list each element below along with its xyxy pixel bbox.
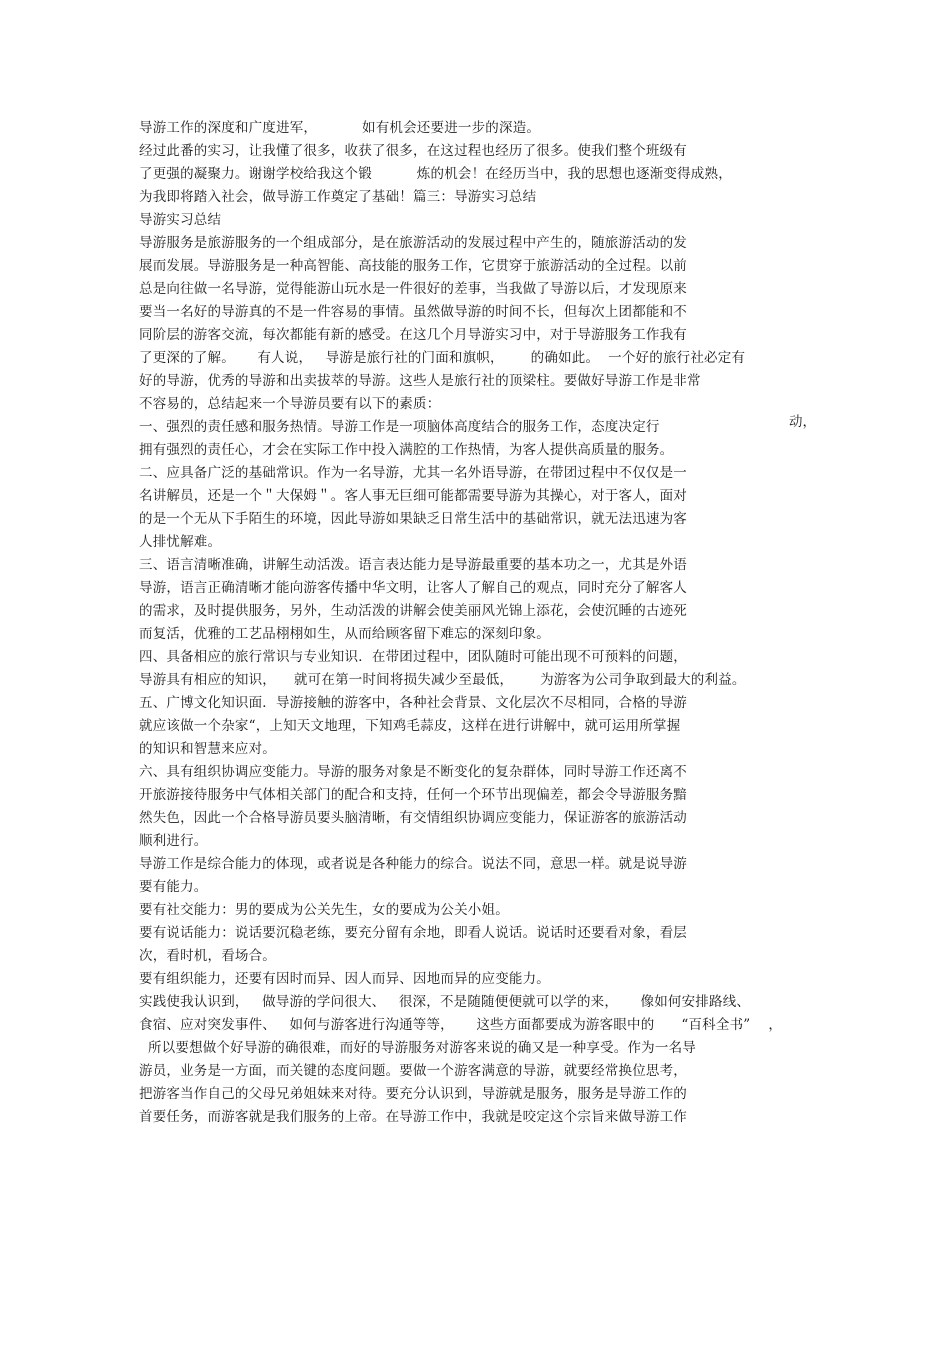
text-line: 的是一个无从下手陌生的环境，因此导游如果缺乏日常生活中的基础常识，就无法迅速为客	[139, 511, 687, 527]
text-line: 首要任务，而游客就是我们服务的上帝。在导游工作中，我就是咬定这个宗旨来做导游工作	[139, 1109, 687, 1125]
text-line: 好的导游，优秀的导游和出卖拔萃的导游。这些人是旅行社的顶梁柱。要做好导游工作是非常	[139, 373, 701, 389]
text-line: 要当一名好的导游真的不是一件容易的事情。虽然做导游的时间不长，但每次上团都能和不	[139, 304, 687, 320]
text-line: 经过此番的实习，让我懂了很多，收获了很多，在这过程也经历了很多。使我们整个班级有	[139, 143, 687, 159]
text-line: 导游工作的深度和广度进军， 如有机会还要进一步的深造。	[139, 120, 541, 136]
text-line: 同阶层的游客交流，每次都能有新的感受。在这几个月导游实习中，对于导游服务工作我有	[139, 327, 687, 343]
text-line: 然失色，因此一个合格导游员要头脑清晰，有交情组织协调应变能力，保证游客的旅游活动	[139, 810, 687, 826]
text-line: 为我即将踏入社会，做导游工作奠定了基础！篇三：导游实习总结	[139, 189, 537, 205]
text-line: 了更深的了解。 有人说， 导游是旅行社的门面和旗帜， 的确如此。 一个好的旅行社必定有	[139, 350, 746, 366]
text-line: 不容易的，总结起来一个导游员要有以下的素质：	[139, 396, 441, 412]
text-line: 的知识和智慧来应对。	[139, 741, 276, 757]
text-line: 的需求，及时提供服务，另外，生动活泼的讲解会使美丽风光锦上添花，会使沉睡的古迹死	[139, 603, 687, 619]
text-line: 人排忧解难。	[139, 534, 222, 550]
text-line: 六、具有组织协调应变能力。导游的服务对象是不断变化的复杂群体，同时导游工作还离不	[139, 764, 687, 780]
text-line: 二、应具备广泛的基础常识。作为一名导游，尤其一名外语导游，在带团过程中不仅仅是一	[139, 465, 687, 481]
line-end-fragment: 动，	[789, 414, 816, 430]
text-line: 而复活，优雅的工艺品栩栩如生，从而给顾客留下难忘的深刻印象。	[139, 626, 550, 642]
text-line: 展而发展。导游服务是一种高智能、高技能的服务工作，它贯穿于旅游活动的全过程。以前	[139, 258, 687, 274]
text-line: 顺利进行。	[139, 833, 208, 849]
text-line: 要有能力。	[139, 879, 208, 895]
text-line: 了更强的凝聚力。谢谢学校给我这个锻 炼的机会！在经历当中，我的思想也逐渐变得成熟，	[139, 166, 732, 182]
text-line: 拥有强烈的责任心，才会在实际工作中投入满腔的工作热情，为客人提供高质量的服务。	[139, 442, 674, 458]
text-line: 就应该做一个杂家“，上知天文地理，下知鸡毛蒜皮，这样在进行讲解中，就可运用所掌握	[139, 718, 681, 734]
text-line: 要有说话能力：说话要沉稳老练，要充分留有余地，即看人说话。说话时还要看对象，看层	[139, 925, 687, 941]
text-line: 开旅游接待服务中气体相关部门的配合和支持，任何一个环节出现偏差，都会令导游服务黯	[139, 787, 687, 803]
text-line: 导游服务是旅游服务的一个组成部分，是在旅游活动的发展过程中产生的，随旅游活动的发	[139, 235, 687, 251]
text-line: 导游实习总结	[139, 212, 222, 228]
text-line: 导游工作是综合能力的体现，或者说是各种能力的综合。说法不同，意思一样。就是说导游	[139, 856, 687, 872]
text-line: 名讲解员，还是一个＂大保姆＂。客人事无巨细可能都需要导游为其操心，对于客人，面对	[139, 488, 687, 504]
text-line: 游员，业务是一方面，而关键的态度问题。要做一个游客满意的导游，就要经常换位思考，	[139, 1063, 687, 1079]
text-line: 一、强烈的责任感和服务热情。导游工作是一项脑体高度结合的服务工作，态度决定行	[139, 419, 660, 435]
text-line: 导游具有相应的知识， 就可在第一时间将损失减少至最低， 为游客为公司争取到最大的利益。	[139, 672, 746, 688]
text-line: 要有组织能力，还要有因时而异、因人而异、因地而异的应变能力。	[139, 971, 550, 987]
text-line: 总是向往做一名导游，觉得能游山玩水是一件很好的差事，当我做了导游以后，才发现原来	[139, 281, 687, 297]
text-line: 把游客当作自己的父母兄弟姐妹来对待。要充分认识到，导游就是服务，服务是导游工作的	[139, 1086, 687, 1102]
text-line: 所以要想做个好导游的确很难，而好的导游服务对游客来说的确又是一种享受。作为一名导	[139, 1040, 696, 1056]
text-line: 导游，语言正确清晰才能向游客传播中华文明，让客人了解自己的观点，同时充分了解客人	[139, 580, 687, 596]
text-line: 要有社交能力：男的要成为公关先生，女的要成为公关小姐。	[139, 902, 509, 918]
text-line: 次，看时机，看场合。	[139, 948, 276, 964]
text-line: 五、广博文化知识面．导游接触的游客中，各种社会背景、文化层次不尽相同，合格的导游	[139, 695, 687, 711]
text-line: 三、语言清晰准确，讲解生动活泼。语言表达能力是导游最重要的基本功之一，尤其是外语	[139, 557, 687, 573]
text-line: 实践使我认识到， 做导游的学问很大、 很深，不是随随便便就可以学的来， 像如何安排路线、	[139, 994, 751, 1010]
text-line: 四、具备相应的旅行常识与专业知识．在带团过程中，团队随时可能出现不可预料的问题，	[139, 649, 687, 665]
text-line: 食宿、应对突发事件、 如何与游客进行沟通等等， 这些方面都要成为游客眼中的 “百科全书” ，	[139, 1017, 783, 1033]
